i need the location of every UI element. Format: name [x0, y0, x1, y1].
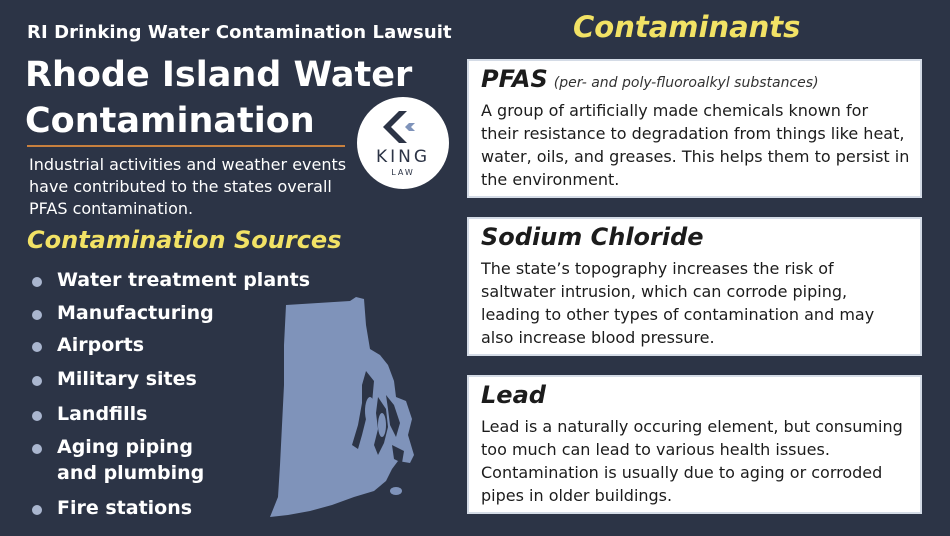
kicker: RI Drinking Water Contamination Lawsuit: [27, 22, 452, 43]
source-label: Landfills: [57, 403, 148, 425]
source-label: Aging piping and plumbing: [57, 436, 205, 484]
card-title: [481, 65, 819, 93]
contaminant-card-pfas: [467, 59, 922, 198]
bullet-icon: [32, 310, 42, 320]
contaminants-heading: Contaminants: [573, 10, 801, 44]
card-title-text: PFAS: [481, 65, 548, 93]
contaminant-card-lead: [467, 375, 922, 514]
card-body: Lead is a naturally occuring element, but consuming too much can lead to various health issues. Contamination is usually due to aging or corroded pipes in older buildings.: [481, 417, 903, 505]
king-law-logo[interactable]: [357, 97, 449, 189]
bullet-icon: [32, 342, 42, 352]
card-title: Lead: [481, 381, 546, 409]
card-body: A group of artificially made chemicals known for their resistance to degradation from things like heat, water, oils, and greases. This helps them to persist in the environment.: [481, 101, 910, 189]
source-label: Water treatment plants: [57, 269, 311, 291]
card-body: The state’s topography increases the risk of saltwater intrusion, which can corrode piping, leading to other types of contamination and may also increase blood pressure.: [481, 259, 875, 347]
logo-wordmark: KING: [375, 147, 431, 167]
sources-heading: Contamination Sources: [27, 226, 342, 254]
page-title: Rhode Island Water Contamination: [25, 55, 413, 141]
rhode-island-map: [262, 285, 432, 521]
intro-text: Industrial activities and weather events have contributed to the states overall PFAS contamination.: [29, 155, 347, 218]
card-subtitle: (per- and poly-fluoroalkyl substances): [553, 75, 819, 91]
source-label: Manufacturing: [57, 302, 214, 324]
bullet-icon: [32, 411, 42, 421]
source-label: Military sites: [57, 368, 197, 390]
source-label: Airports: [57, 334, 145, 356]
bullet-icon: [32, 444, 42, 454]
bullet-icon: [32, 376, 42, 386]
title-divider: [27, 145, 345, 147]
contaminant-card-sodium-chloride: [467, 217, 922, 356]
bullet-icon: [32, 505, 42, 515]
card-title: Sodium Chloride: [481, 223, 704, 251]
bullet-icon: [32, 277, 42, 287]
logo-subtext: LAW: [391, 168, 415, 177]
source-label: Fire stations: [57, 497, 193, 519]
